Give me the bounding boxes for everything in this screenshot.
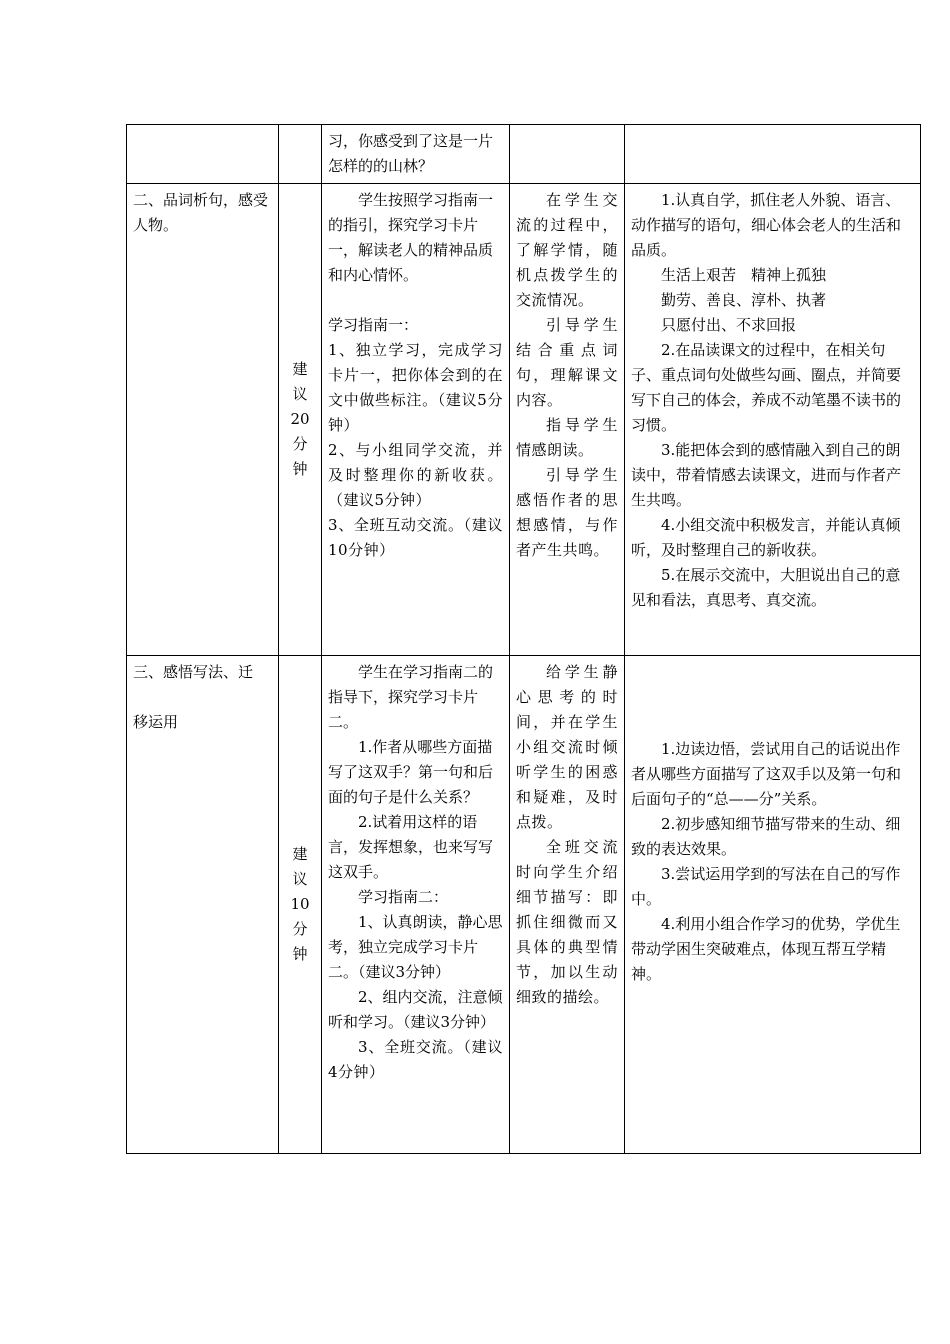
- teacher-activity-cell: [510, 656, 625, 1154]
- phase-cell: [127, 184, 279, 656]
- time-char: 议: [292, 385, 308, 403]
- guide-step: 3、全班交流。（建议4分钟）: [328, 1038, 503, 1081]
- teacher-text: 引导学生感悟作者的思想感情，与作者产生共鸣。: [516, 466, 618, 559]
- goal-text: 1.认真自学，抓住老人外貌、语言、动作描写的语句，细心体会老人的生活和品质。: [631, 191, 902, 259]
- time-char: 分: [292, 920, 308, 938]
- time-cell: [279, 184, 322, 656]
- goal-text: 3.尝试运用学到的写法在自己的写作中。: [631, 864, 901, 908]
- time-char: 分: [292, 435, 308, 453]
- time-minutes: 10: [290, 895, 310, 913]
- goal-text: 2.初步感知细节描写带来的生动、细致的表达效果。: [631, 814, 901, 858]
- student-text: 习，你感受到了这是一片怎样的的山林？: [328, 132, 494, 175]
- student-intro: 学生在学习指南二的指导下，探究学习卡片二。: [328, 663, 494, 731]
- guide-title: 学习指南二：: [358, 888, 449, 906]
- phase-title-line: 移运用: [133, 713, 179, 731]
- teacher-text: 引导学生结合重点词句，理解课文内容。: [516, 316, 618, 409]
- guide-step: 2、组内交流，注意倾听和学习。（建议3分钟）: [328, 988, 503, 1031]
- teacher-text: 指导学生情感朗读。: [516, 416, 618, 459]
- teacher-activity-cell: [510, 184, 625, 656]
- lesson-plan-table: [126, 124, 921, 1154]
- time-minutes: 20: [290, 410, 310, 428]
- guide-step: 1、独立学习，完成学习卡片一，把你体会到的在文中做些标注。（建议5分钟）: [328, 341, 503, 434]
- table-row: [127, 656, 921, 1154]
- time-char: 议: [292, 870, 308, 888]
- time-char: 建: [292, 845, 308, 863]
- teacher-text: 在学生交流的过程中，了解学情，随机点拨学生的交流情况。: [516, 191, 618, 309]
- goals-cell: [625, 125, 921, 184]
- student-activity-cell: [322, 656, 510, 1154]
- goal-text: 5.在展示交流中，大胆说出自己的意见和看法，真思考、真交流。: [631, 566, 901, 609]
- guide-title: 学习指南一：: [328, 316, 419, 334]
- phase-cell: [127, 656, 279, 1154]
- goals-cell: [625, 184, 921, 656]
- time-cell: [279, 656, 322, 1154]
- time-char: 钟: [292, 460, 308, 478]
- student-question: 1.作者从哪些方面描写了这双手？第一句和后面的句子是什么关系？: [328, 738, 494, 806]
- student-activity-cell: [322, 184, 510, 656]
- goal-text: 4.利用小组合作学习的优势，学优生带动学困生突破难点，体现互帮互学精神。: [631, 914, 901, 983]
- time-char: 建: [292, 360, 308, 378]
- guide-step: 3、全班互动交流。（建议10分钟）: [328, 516, 503, 559]
- guide-step: 2、与小组同学交流，并及时整理你的新收获。（建议5分钟）: [328, 441, 503, 509]
- goal-text: 3.能把体会到的感情融入到自己的朗读中，带着情感去读课文，进而与作者产生共鸣。: [631, 441, 902, 509]
- student-intro: 学生按照学习指南一的指引，探究学习卡片一，解读老人的精神品质和内心情怀。: [328, 191, 494, 284]
- goal-text: 2.在品读课文的过程中，在相关句子、重点词句处做些勾画、圈点，并简要写下自己的体会，养成不动笔墨不读书的习惯。: [631, 341, 902, 434]
- teacher-text: 全班交流时向学生介绍细节描写：即抓住细微而又具体的典型情节，加以生动细致的描绘。: [516, 838, 618, 1006]
- time-cell: [279, 125, 322, 184]
- table-row: [127, 125, 921, 184]
- time-char: 钟: [292, 945, 308, 963]
- guide-step: 1、认真朗读，静心思考，独立完成学习卡片二。（建议3分钟）: [328, 913, 503, 981]
- goal-text: 4.小组交流中积极发言，并能认真倾听，及时整理自己的新收获。: [631, 516, 901, 559]
- teacher-text: 给学生静心思考的时间，并在学生小组交流时倾听学生的困惑和疑难，及时点拨。: [516, 663, 618, 831]
- phase-cell: [127, 125, 279, 184]
- student-question: 2.试着用这样的语言，发挥想象，也来写写这双手。: [328, 813, 494, 881]
- goals-cell: [625, 656, 921, 1154]
- table-row: [127, 184, 921, 656]
- goal-tag: 生活上艰苦 精神上孤独: [661, 266, 827, 284]
- goal-tag: 勤劳、善良、淳朴、执著: [661, 291, 827, 309]
- teacher-activity-cell: [510, 125, 625, 184]
- phase-title-line: 三、感悟写法、迁: [133, 663, 254, 681]
- student-activity-cell: [322, 125, 510, 184]
- goal-tag: 只愿付出、不求回报: [661, 316, 797, 334]
- phase-title: 二、品词析句，感受人物。: [133, 191, 269, 234]
- goal-text: 1.边读边悟，尝试用自己的话说出作者从哪些方面描写了这双手以及第一句和后面句子的“总——分”关系。: [631, 739, 902, 808]
